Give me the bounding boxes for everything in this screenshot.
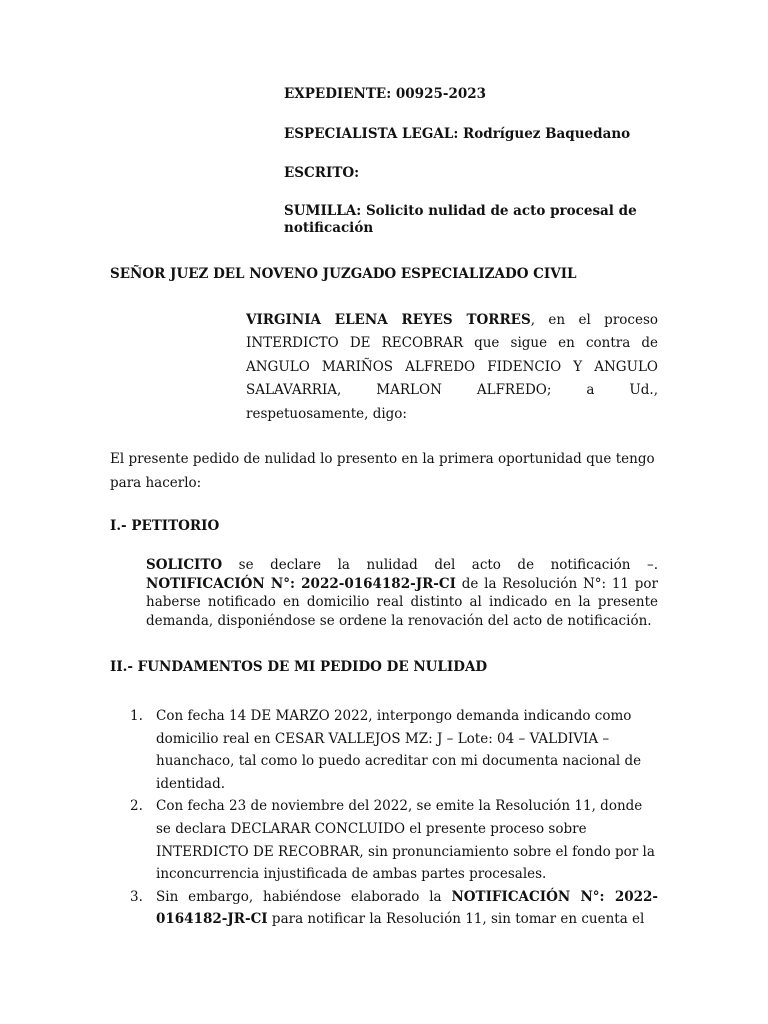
list-item-number: 1. xyxy=(130,708,143,724)
list-item: 3. Sin embargo, habiéndose elaborado la NOTIFICACIÓN N°: 2022-0164182-JR-CI para notificar la Resolución 11, sin tomar en cuenta el xyxy=(130,886,658,931)
intro-line-1: VIRGINIA ELENA REYES TORRES, en el proceso xyxy=(246,312,659,328)
especialista-line xyxy=(284,126,664,143)
list-item-text: Con fecha 14 DE MARZO 2022, interpongo demanda indicando como domicilio real en CESAR VALLEJOS MZ: J – Lote: 04 – VALDIVIA – huanchaco, tal como lo puedo acreditar con mi documenta nacional de identidad. xyxy=(156,708,642,792)
sumilla-value: Solicito nulidad de acto procesal de notificación xyxy=(284,203,637,236)
especialista-label: ESPECIALISTA LEGAL: xyxy=(284,126,459,142)
expediente-label: EXPEDIENTE: xyxy=(284,86,392,102)
intro-line-5: respetuosamente, digo: xyxy=(246,405,407,422)
addressee-heading: SEÑOR JUEZ DEL NOVENO JUZGADO ESPECIALIZADO CIVIL xyxy=(110,266,577,282)
petitorio-paragraph: SOLICITO se declare la nulidad del acto de notificación –. NOTIFICACIÓN N°: 2022-0164182-JR-CI de la Resolución N°: 11 por haberse notificado en domicilio real distinto al indicado en la presente demanda, disponiéndose se ordene la renovación del acto de notificación. xyxy=(146,557,658,629)
intro-line-2: INTERDICTO DE RECOBRAR que sigue en contra de xyxy=(246,335,658,352)
escrito-label: ESCRITO: xyxy=(284,165,360,181)
list-item-number: 2. xyxy=(130,798,143,815)
notification-number: NOTIFICACIÓN N°: 2022-0164182-JR-CI xyxy=(156,888,658,928)
expediente-value: 00925-2023 xyxy=(395,86,487,102)
section-petitorio-heading: I.- PETITORIO xyxy=(110,518,220,534)
sumilla-line xyxy=(284,203,644,237)
intro-paragraph xyxy=(246,309,658,426)
notification-number: NOTIFICACIÓN N°: 2022-0164182-JR-CI xyxy=(146,575,456,592)
section-fundamentos-heading: II.- FUNDAMENTOS DE MI PEDIDO DE NULIDAD xyxy=(110,659,488,675)
list-item-number: 3. xyxy=(130,888,143,905)
party-name: VIRGINIA ELENA REYES TORRES xyxy=(246,312,531,328)
list-item xyxy=(130,795,658,885)
especialista-value: Rodríguez Baquedano xyxy=(463,126,631,142)
sumilla-label: SUMILLA: xyxy=(284,203,362,219)
list-item-text: Con fecha 23 de noviembre del 2022, se emite la Resolución 11, donde se declara DECLARAR CONCLUIDO el presente proceso sobre INTERDICTO DE RECOBRAR, sin pronunciamiento sobre el fondo por la inconcurrencia injustificada de ambas partes procesales. xyxy=(156,798,655,883)
fundamentos-list xyxy=(130,705,658,931)
expediente-line xyxy=(284,86,664,103)
list-item xyxy=(130,705,658,795)
opening-paragraph: El presente pedido de nulidad lo presento en la primera oportunidad que tengo para hacerlo: xyxy=(110,451,655,491)
solicito-label: SOLICITO xyxy=(146,557,223,573)
intro-line-3: ANGULO MARIÑOS ALFREDO FIDENCIO Y ANGULO xyxy=(246,358,658,375)
intro-line-4: SALAVARRIA, MARLON ALFREDO; a Ud., xyxy=(246,382,658,399)
escrito-line xyxy=(284,165,664,182)
